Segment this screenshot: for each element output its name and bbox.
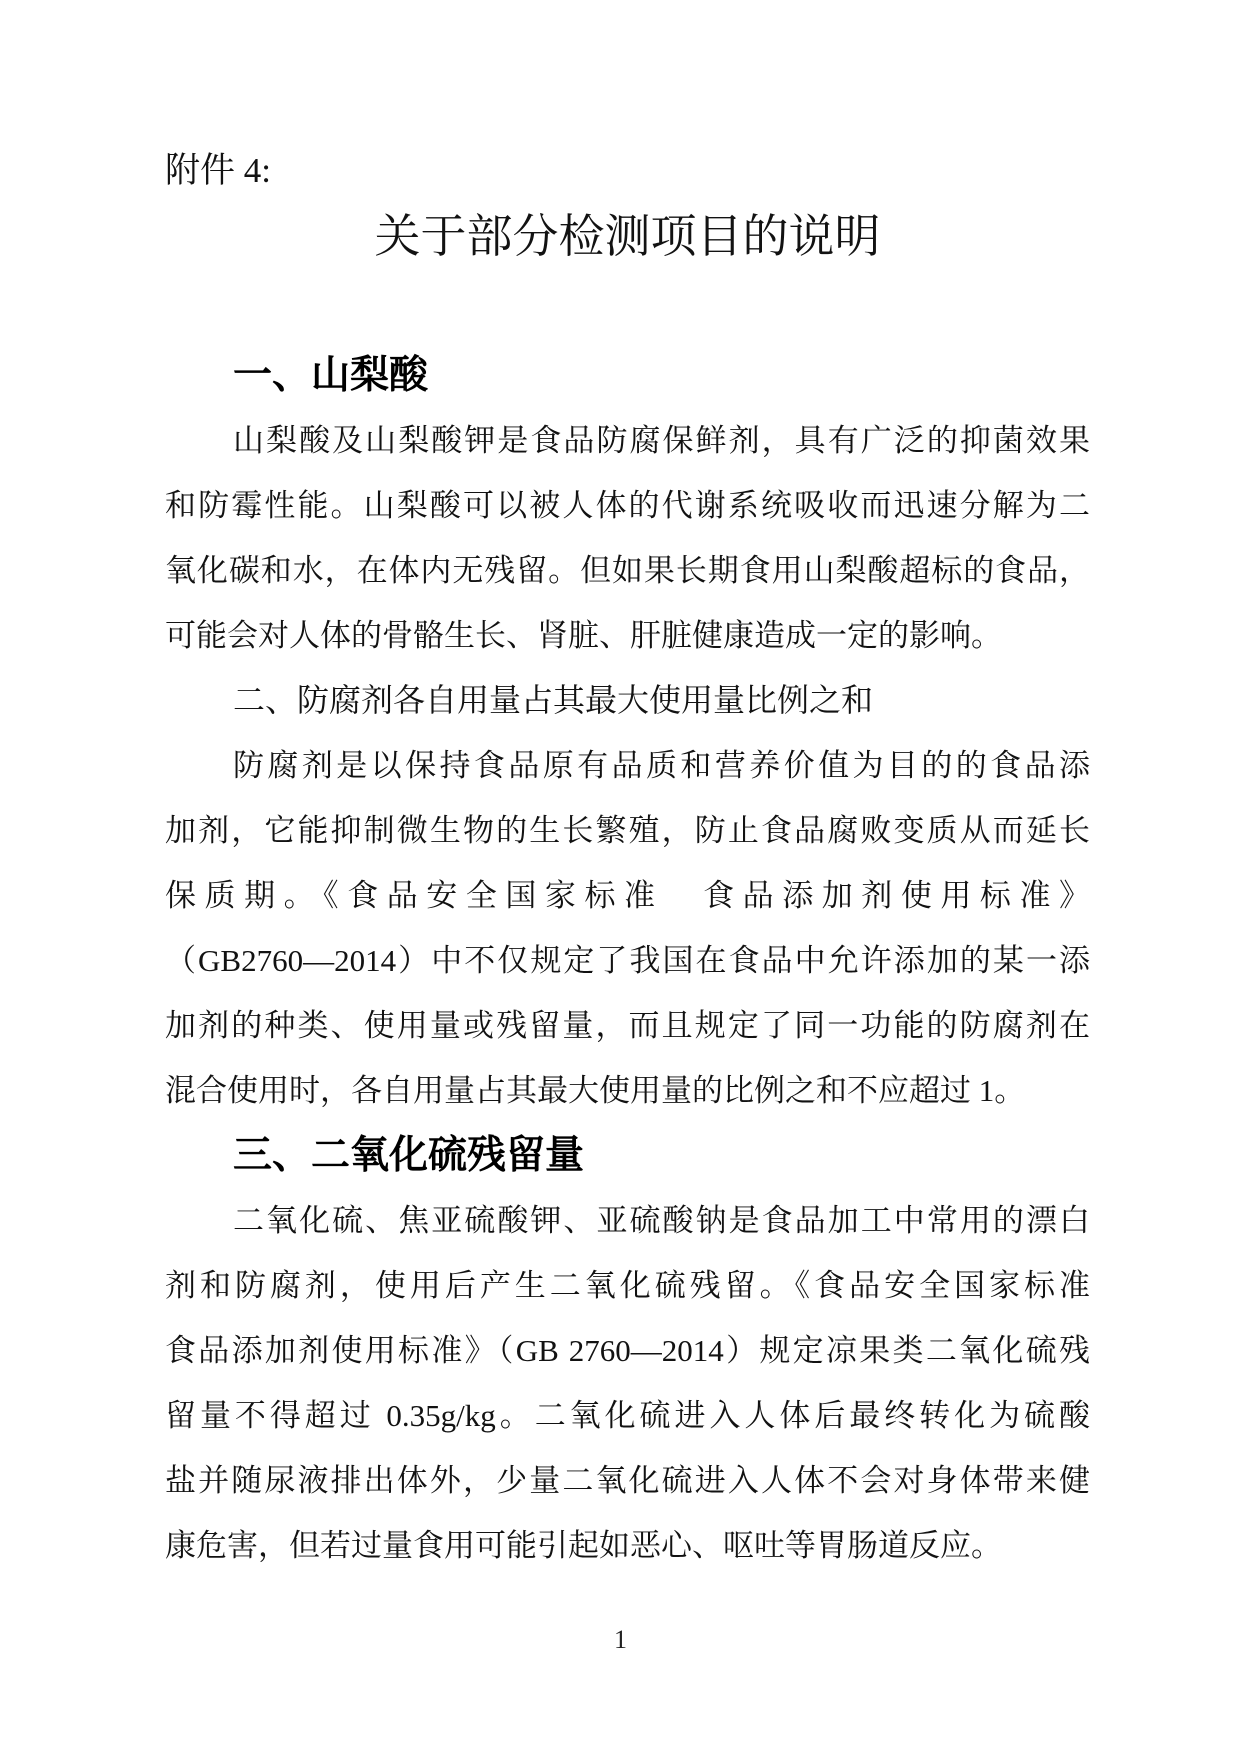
- document-body: [165, 343, 1090, 1578]
- section-3-heading: 三、二氧化硫残留量: [233, 1134, 585, 1177]
- paragraph-line: 氧化碳和水，在体内无残留。但如果长期食用山梨酸超标的食品，: [165, 553, 1090, 588]
- paragraph-line: 盐并随尿液排出体外，少量二氧化硫进入人体不会对身体带来健: [165, 1463, 1090, 1498]
- paragraph-line: 山梨酸及山梨酸钾是食品防腐保鲜剂，具有广泛的抑菌效果: [233, 423, 1090, 458]
- paragraph-line: 保质期。《食品安全国家标准 食品添加剂使用标准》: [165, 878, 1090, 913]
- page-number: 1: [614, 1625, 627, 1654]
- paragraph-line: （GB2760—2014）中不仅规定了我国在食品中允许添加的某一添: [165, 943, 1090, 978]
- paragraph-line: 可能会对人体的骨骼生长、肾脏、肝脏健康造成一定的影响。: [165, 618, 1002, 653]
- paragraph-line: 食品添加剂使用标准》（GB 2760—2014）规定凉果类二氧化硫残: [165, 1333, 1090, 1368]
- paragraph-line: 加剂，它能抑制微生物的生长繁殖，防止食品腐败变质从而延长: [165, 813, 1090, 848]
- paragraph-line: 和防霉性能。山梨酸可以被人体的代谢系统吸收而迅速分解为二: [165, 488, 1090, 523]
- document-title: 关于部分检测项目的说明: [374, 211, 881, 262]
- paragraph-line: 剂和防腐剂，使用后产生二氧化硫残留。《食品安全国家标准: [165, 1268, 1090, 1303]
- attachment-label: 附件 4:: [165, 151, 271, 190]
- paragraph-line: 二氧化硫、焦亚硫酸钾、亚硫酸钠是食品加工中常用的漂白: [233, 1203, 1090, 1238]
- paragraph-line: 加剂的种类、使用量或残留量，而且规定了同一功能的防腐剂在: [165, 1008, 1090, 1043]
- section-1-heading: 一、山梨酸: [233, 354, 429, 397]
- section-2-heading: 二、防腐剂各自用量占其最大使用量比例之和: [233, 682, 874, 718]
- paragraph-line: 留量不得超过 0.35g/kg。二氧化硫进入人体后最终转化为硫酸: [165, 1398, 1090, 1433]
- paragraph-line: 康危害，但若过量食用可能引起如恶心、呕吐等胃肠道反应。: [165, 1528, 1002, 1563]
- paragraph-line: 混合使用时，各自用量占其最大使用量的比例之和不应超过 1。: [165, 1073, 1026, 1108]
- paragraph-line: 防腐剂是以保持食品原有品质和营养价值为目的的食品添: [233, 748, 1090, 783]
